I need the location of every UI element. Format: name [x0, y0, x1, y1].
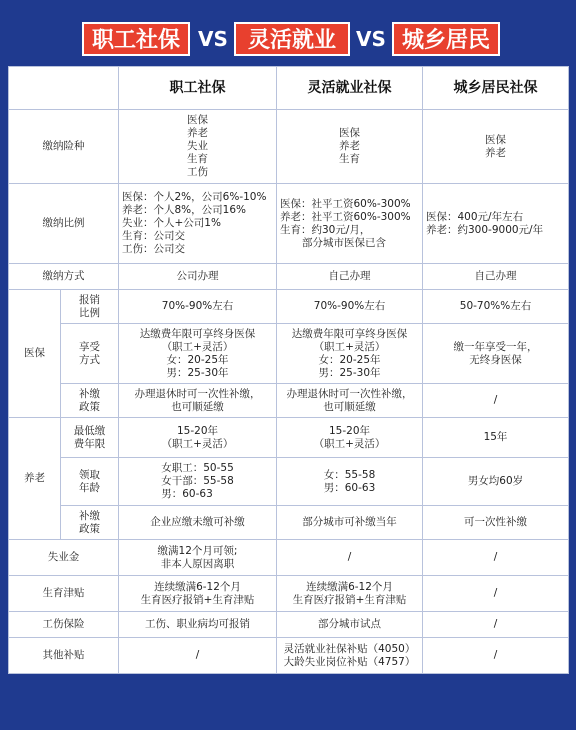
- row-label: 其他补贴: [9, 638, 119, 674]
- table-cell: [423, 184, 569, 264]
- cell-line: 医保: [485, 133, 506, 146]
- table-cell: [277, 110, 423, 184]
- cell-line: 养老: [485, 146, 506, 159]
- cell-line: 部分城市医保已含: [302, 236, 386, 249]
- table-cell: [277, 324, 423, 384]
- cell-line: 女：55-58: [323, 468, 376, 481]
- table-row: [9, 324, 569, 384]
- cell-line: 医保: [187, 114, 208, 126]
- cell-line: 费年限: [73, 437, 106, 450]
- cell-line: 生育: [339, 153, 360, 165]
- sub-label: [61, 324, 119, 384]
- cell-line: （职工+灵活）: [313, 340, 386, 353]
- cell-line: 男：60-63: [161, 488, 213, 500]
- cell-line: 办理退休时可一次性补缴，: [286, 387, 413, 400]
- sub-label: [61, 418, 119, 458]
- cell-line: 工伤: [187, 166, 208, 178]
- table-cell: /: [423, 638, 569, 674]
- table-row: [9, 184, 569, 264]
- table-cell: [119, 184, 277, 264]
- cell-line: 养老：社平工资60%-300%: [280, 210, 411, 223]
- row-label: 缴纳方式: [9, 264, 119, 290]
- cell-line: 养老：约300-9000元/年: [426, 223, 544, 236]
- cell-line: 比例: [79, 306, 100, 319]
- table-cell: [277, 384, 423, 418]
- column-header: 城乡居民社保: [423, 67, 569, 110]
- table-cell: 70%-90%左右: [277, 290, 423, 324]
- table-row: [9, 418, 569, 458]
- cell-line: 女干部：55-58: [161, 475, 234, 487]
- table-cell: [119, 384, 277, 418]
- cell-line: 女：20-25年: [318, 353, 381, 366]
- cell-line: 缴一年享受一年，: [453, 340, 538, 353]
- cell-line: 生育: [187, 153, 208, 165]
- cell-block: [166, 354, 228, 380]
- table-row: [9, 506, 569, 540]
- cell-line: 政策: [79, 400, 100, 413]
- cell-line: 女：20-25年: [166, 353, 229, 366]
- table-cell: /: [423, 576, 569, 612]
- cell-line: （职工+灵活）: [161, 340, 234, 353]
- row-label: 失业金: [9, 540, 119, 576]
- cell-line: 15-20年: [328, 424, 370, 437]
- sub-label: [61, 458, 119, 506]
- cell-line: 生育医疗报销+生育津贴: [140, 593, 255, 606]
- cell-line: 补缴: [79, 387, 100, 400]
- cell-line: 男：60-63: [323, 481, 376, 494]
- table-cell: [277, 638, 423, 674]
- cell-line: 养老：个人8%，公司16%: [122, 204, 246, 216]
- table-header-row: [9, 67, 569, 110]
- cell-line: 男：25-30年: [318, 366, 381, 379]
- table-cell: [119, 418, 277, 458]
- sub-label: [61, 506, 119, 540]
- table-cell: /: [423, 612, 569, 638]
- cell-line: 连续缴满6-12个月: [154, 580, 241, 593]
- cell-line: （职工+灵活）: [313, 437, 386, 450]
- cell-line: 补缴: [79, 509, 100, 522]
- cell-line: 政策: [79, 522, 100, 535]
- cell-line: 养老: [339, 140, 360, 152]
- cell-line: 医保：个人2%，公司6%-10%: [122, 191, 267, 203]
- cell-line: 无终身医保: [469, 353, 522, 366]
- cell-line: 医保: [339, 127, 360, 139]
- cell-line: 生育医疗报销+生育津贴: [292, 593, 407, 606]
- row-label: 缴纳险种: [9, 110, 119, 184]
- table-row: [9, 110, 569, 184]
- cell-line: 失业: [187, 140, 208, 152]
- table-cell: 15年: [423, 418, 569, 458]
- cell-line: 医保：社平工资60%-300%: [280, 197, 411, 210]
- table-cell: [119, 576, 277, 612]
- table-cell: [277, 458, 423, 506]
- cell-line: 也可顺延缴: [171, 400, 224, 413]
- table-row: [9, 540, 569, 576]
- header-banner: [0, 0, 576, 62]
- cell-line: 连续缴满6-12个月: [306, 580, 393, 593]
- cell-line: 男：25-30年: [166, 366, 229, 379]
- column-header: 灵活就业社保: [277, 67, 423, 110]
- title-pill-employee: 职工社保: [82, 22, 190, 56]
- cell-line: 非本人原因离职: [160, 557, 235, 570]
- table-cell: 可一次性补缴: [423, 506, 569, 540]
- sub-label: [61, 290, 119, 324]
- table-cell: 企业应缴未缴可补缴: [119, 506, 277, 540]
- cell-line: 工伤：公司交: [122, 243, 185, 255]
- cell-line: 大龄失业岗位补贴（4757）: [283, 655, 416, 668]
- cell-line: 报销: [79, 293, 100, 306]
- table-row: [9, 384, 569, 418]
- table-cell: [119, 110, 277, 184]
- table-cell: [277, 184, 423, 264]
- cell-line: 医保：400元/年左右: [426, 210, 524, 223]
- table-cell: 工伤、职业病均可报销: [119, 612, 277, 638]
- cell-line: 15-20年: [176, 424, 218, 437]
- table-cell: [119, 458, 277, 506]
- table-cell: [423, 110, 569, 184]
- cell-line: 灵活就业社保补贴（4050）: [283, 642, 416, 655]
- header-corner: [9, 67, 119, 110]
- cell-block: [318, 354, 380, 380]
- table-cell: 公司办理: [119, 264, 277, 290]
- cell-line: 缴满12个月可领;: [157, 544, 238, 557]
- row-label: 缴纳比例: [9, 184, 119, 264]
- title-pill-flexible: 灵活就业: [234, 22, 350, 56]
- sub-label: [61, 384, 119, 418]
- table-row: [9, 290, 569, 324]
- table-cell: [277, 418, 423, 458]
- table-cell: [423, 324, 569, 384]
- column-header: 职工社保: [119, 67, 277, 110]
- table-cell: [119, 324, 277, 384]
- cell-line: 享受: [79, 340, 100, 353]
- table-row: [9, 612, 569, 638]
- group-label-yibao: 医保: [9, 290, 61, 418]
- comparison-table: [8, 66, 569, 674]
- cell-line: 生育：约30元/月，: [280, 223, 371, 236]
- cell-line: 达缴费年限可享终身医保: [139, 327, 256, 340]
- table-cell: 70%-90%左右: [119, 290, 277, 324]
- cell-line: 最低缴: [73, 424, 106, 437]
- table-cell: [277, 576, 423, 612]
- cell-line: 年龄: [79, 481, 100, 494]
- table-cell: 男女均60岁: [423, 458, 569, 506]
- cell-block: [324, 469, 376, 495]
- table-row: [9, 264, 569, 290]
- cell-line: 女职工：50-55: [161, 462, 234, 474]
- vs-label-1: VS: [198, 27, 228, 51]
- table-cell: /: [423, 384, 569, 418]
- cell-line: 方式: [79, 353, 100, 366]
- table-cell: 自己办理: [423, 264, 569, 290]
- table-cell: 部分城市可补缴当年: [277, 506, 423, 540]
- table-cell: /: [423, 540, 569, 576]
- cell-line: 失业：个人+公司1%: [122, 217, 221, 229]
- table-row: [9, 458, 569, 506]
- group-label-yanglao: 养老: [9, 418, 61, 540]
- title-pill-resident: 城乡居民: [392, 22, 500, 56]
- cell-line: 也可顺延缴: [323, 400, 376, 413]
- cell-line: 生育：公司交: [122, 230, 185, 242]
- table-cell: [119, 540, 277, 576]
- cell-line: 养老: [187, 127, 208, 139]
- cell-line: 达缴费年限可享终身医保: [291, 327, 408, 340]
- table-cell: 50-70%%左右: [423, 290, 569, 324]
- cell-line: （职工+灵活）: [161, 437, 234, 450]
- table-cell: 自己办理: [277, 264, 423, 290]
- table-cell: /: [277, 540, 423, 576]
- cell-block: [161, 462, 234, 501]
- row-label: 工伤保险: [9, 612, 119, 638]
- row-label: 生育津贴: [9, 576, 119, 612]
- vs-label-2: VS: [356, 27, 386, 51]
- table-cell: /: [119, 638, 277, 674]
- cell-line: 办理退休时可一次性补缴，: [134, 387, 261, 400]
- table-row: [9, 576, 569, 612]
- cell-line: 领取: [79, 468, 100, 481]
- table-row: [9, 638, 569, 674]
- table-cell: 部分城市试点: [277, 612, 423, 638]
